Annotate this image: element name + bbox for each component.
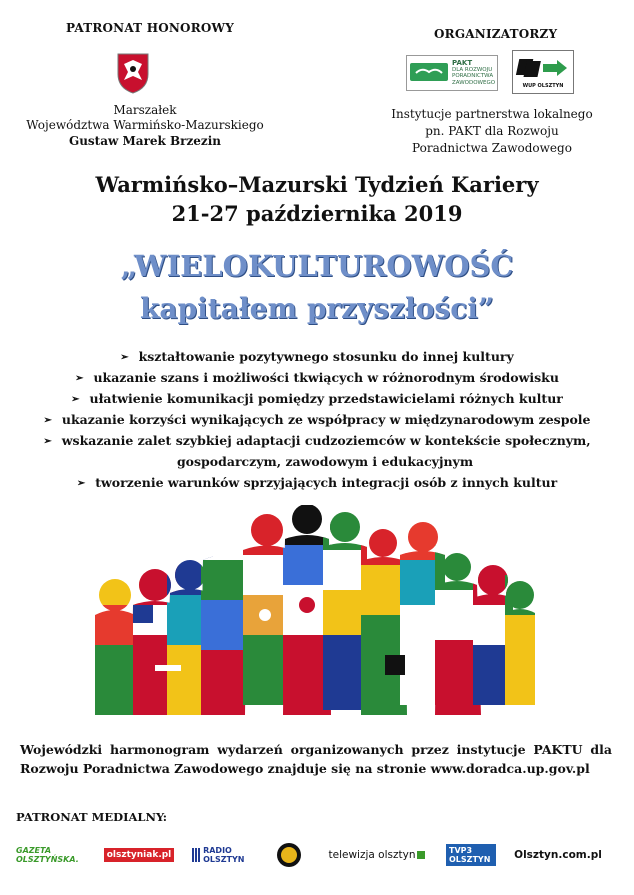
media-logo-telewizja-olsztyn[interactable]: telewizja olsztyn (322, 840, 432, 870)
media-patronage-label: PATRONAT MEDIALNY: (16, 810, 168, 824)
media-logo-badge[interactable] (274, 840, 304, 870)
marshal-name: Gustaw Marek Brzezin (68, 134, 222, 148)
media-logo-olsztyniak[interactable]: olsztyniak.pl (100, 840, 178, 870)
arrow-bullet-icon: ➢ (43, 436, 52, 447)
badge-icon (276, 842, 302, 868)
event-dates: 21-27 października 2019 (171, 201, 463, 226)
pakt-logo-line1: PAKT (452, 59, 473, 67)
slogan-line2: kapitałem przyszłości” (140, 292, 494, 325)
radio-icon (192, 848, 200, 862)
slogan-line1: „WIELOKULTUROWOŚĆ (120, 249, 514, 283)
pakt-logo-line2: DLA ROZWOJU (452, 66, 493, 73)
schedule-info: Wojewódzki harmonogram wydarzeń organizowanych przez instytucje PAKTU dla Rozwoju Poradnictwa Zawodowego znajduje się na stronie www.doradca.up.gov.pl (20, 742, 612, 776)
arrow-bullet-icon: ➢ (76, 478, 86, 489)
partners-line2: pn. PAKT dla Rozwoju (425, 124, 559, 138)
goal-item-continuation: gospodarczym, zawodowym i edukacyjnym (176, 454, 474, 469)
goals-list (0, 346, 634, 493)
media-logo-olsztyn-com[interactable]: Olsztyn.com.pl (514, 849, 602, 861)
partners-line1: Instytucje partnerstwa lokalnego (391, 107, 593, 121)
arrow-bullet-icon: ➢ (43, 415, 52, 426)
handshake-icon (410, 63, 448, 81)
goal-item: ➢ wskazanie zalet szybkiej adaptacji cudzoziemców w kontekście społecznym, (0, 430, 634, 451)
pakt-logo[interactable] (406, 55, 498, 91)
wup-olsztyn-logo[interactable] (512, 50, 574, 94)
organizers-label: ORGANIZATORZY (434, 27, 558, 41)
media-logo-radio-olsztyn[interactable]: RADIO OLSZTYN (192, 840, 262, 870)
goal-item: ➢ ukazanie szans i możliwości tkwiących w różnorodnym środowisku (0, 367, 634, 388)
goal-item: ➢ ukazanie korzyści wynikających ze współpracy w międzynarodowym zespole (0, 409, 634, 430)
wup-arrow-icon (513, 51, 573, 83)
marshal-title: Marszałek (113, 103, 177, 117)
goal-item: ➢ ułatwienie komunikacji pomiędzy przedstawicielami różnych kultur (0, 388, 634, 409)
goal-item: ➢ tworzenie warunków sprzyjających integracji osób z innych kultur (0, 472, 634, 493)
coat-of-arms-icon (116, 52, 150, 94)
arrow-bullet-icon: ➢ (75, 373, 84, 384)
wup-logo-label: WUP OLSZTYN (522, 83, 564, 89)
media-logo-tvp3[interactable]: TVP3 OLSZTYN (446, 840, 496, 870)
pakt-logo-line3: PORADNICTWA (452, 73, 494, 79)
event-title: Warmińsko–Mazurski Tydzień Kariery (95, 172, 539, 197)
patronat-honorowy-label: PATRONAT HONOROWY (66, 21, 234, 35)
arrow-bullet-icon: ➢ (120, 352, 129, 363)
multicultural-crowd-illustration (95, 505, 535, 715)
arrow-bullet-icon: ➢ (71, 394, 80, 405)
pakt-logo-line4: ZAWODOWEGO (452, 79, 496, 86)
green-square-icon (417, 851, 425, 859)
goal-item: ➢ kształtowanie pozytywnego stosunku do innej kultury (0, 346, 634, 367)
partners-line3: Poradnictwa Zawodowego (412, 141, 572, 155)
media-logo-gazeta[interactable]: GAZETA OLSZTYŃSKA. (16, 846, 79, 864)
marshal-region: Województwa Warmińsko-Mazurskiego (26, 118, 264, 132)
